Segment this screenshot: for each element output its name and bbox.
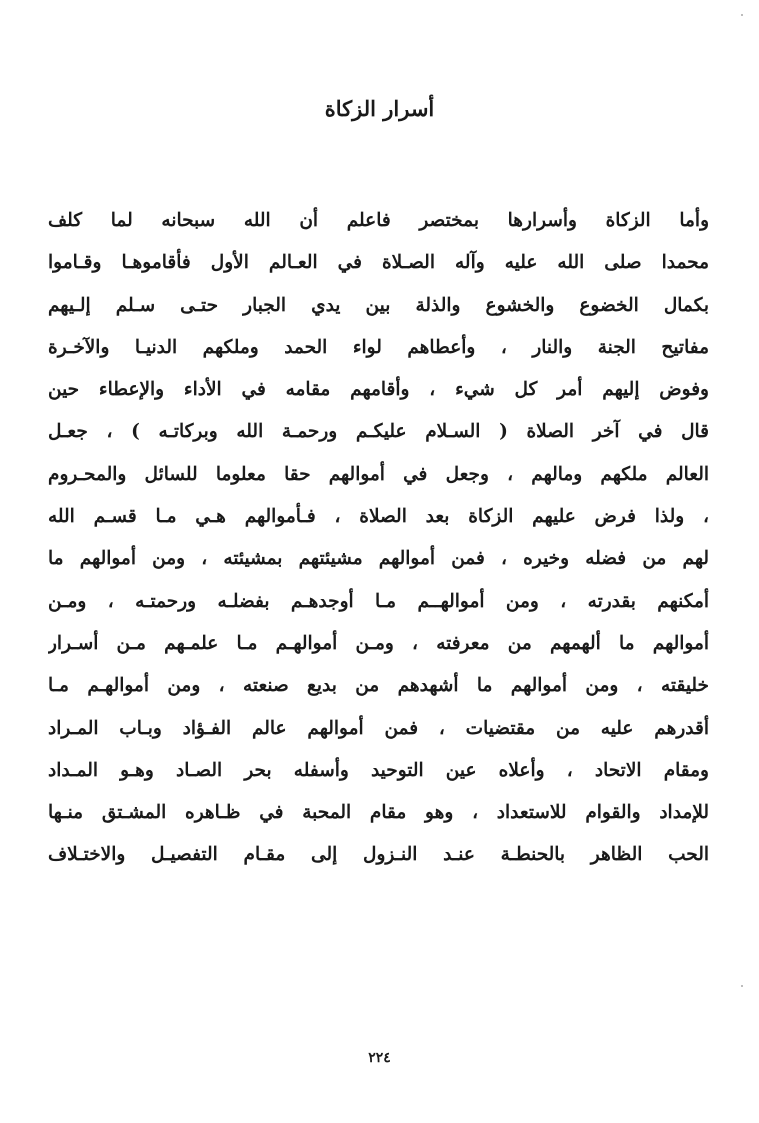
text-line: لهم من فضله وخيره ، فمن أموالهم مشيئتهم بمشيئته ، ومن أموالهم ما [48,548,709,570]
text-line: محمدا صلى الله عليه وآله الصـلاة في العـالم الأول فأقاموهـا وقـاموا [48,252,709,274]
text-line: وأما الزكاة وأسرارها بمختصر فاعلم أن الله سبحانه لما كلف [48,210,709,231]
text-line: الحب الظاهر بالحنطـة عنـد النـزول إلى مقـام التفصيـل والاختـلاف [48,844,709,866]
text-line: أموالهم ما ألهمهم من معرفته ، ومـن أموالهـم مـا علمـهم مـن أسـرار [48,632,709,654]
text-line: وفوض إليهم أمر كل شيء ، وأقامهم مقامه في الأداء والإعطاء حين [48,379,709,401]
chapter-title: أسرار الزكاة [324,96,435,121]
text-line: أقدرهم عليه من مقتضيات ، فمن أموالهم عالم الفـؤاد وبـاب المـراد [48,717,709,739]
text-line: خليقته ، ومن أموالهم ما أشهدهم من بديع صنعته ، ومن أموالهـم مـا [48,675,709,697]
text-line: أمكنهم بقدرته ، ومن أموالهــم مـا أوجدهـم بفضلـه ورحمتـه ، ومـن [48,590,709,612]
text-line: ، ولذا فرض عليهم الزكاة بعد الصلاة ، فـأموالهم هـي مـا قسـم الله [48,506,709,528]
text-line: ومقام الاتحاد ، وأعلاه عين التوحيد وأسفله بحر الصـاد وهـو المـداد [48,759,709,781]
text-line: مفاتيح الجنة والنار ، وأعطاهم لواء الحمد وملكهم الدنيـا والآخـرة [48,336,709,358]
text-line: قال في آخر الصلاة ( السـلام عليكـم ورحمـة الله وبركاتـه ) ، جعـل [48,421,709,443]
scan-dot [741,985,743,987]
page-number: ٢٢٤ [368,1050,391,1066]
text-line: بكمال الخضوع والخشوع والذلة بين يدي الجبار حتـى سـلم إلـيهم [48,294,709,316]
text-line: للإمداد والقوام للاستعداد ، وهو مقام المحبة في ظـاهره المشـتق منـها [48,802,709,824]
body-paragraph [48,200,709,877]
scan-dot [741,14,743,16]
text-line: العالم ملكهم ومالهم ، وجعل في أموالهم حقا معلوما للسائل والمحـروم [48,463,709,485]
